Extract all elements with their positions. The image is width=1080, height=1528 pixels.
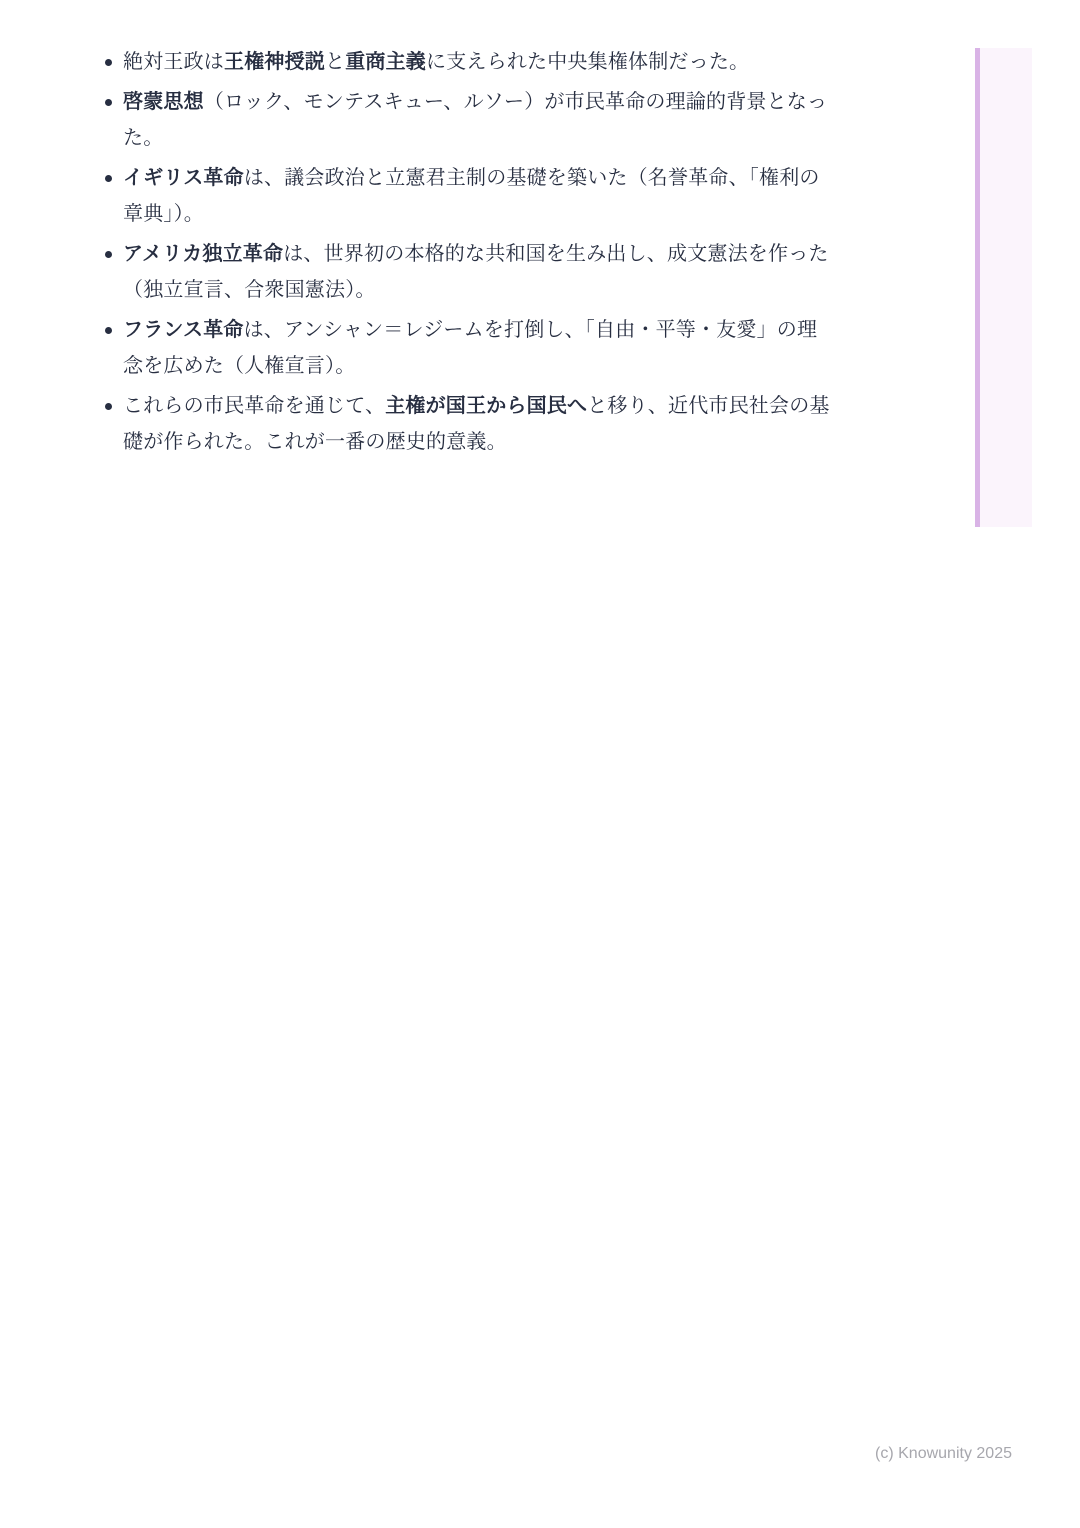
bullet-text-bold: 重商主義 (345, 51, 427, 73)
page-edge-highlight-bar (975, 48, 1032, 527)
bullet-text: と移り、近代市民社会の基礎が作られた。これが一番の歴史的意義。 (123, 394, 830, 453)
bullet-text-bold: フランス革命 (123, 318, 244, 341)
list-item (103, 160, 835, 233)
bullet-text: と (325, 51, 346, 73)
bullet-text: は、世界初の本格的な共和国を生み出し、成文憲法を作った（独立宣言、合衆国憲法）。 (123, 242, 829, 301)
bullet-dot (105, 175, 112, 182)
bullet-text-bold: イギリス革命 (123, 166, 244, 189)
list-item (103, 84, 835, 157)
copyright-notice: (c) Knowunity 2025 (875, 1445, 1012, 1462)
bullet-text-bold: 主権が国王から国民へ (385, 394, 588, 417)
bullet-text: 絶対王政は (123, 51, 224, 73)
bullet-text: に支えられた中央集権体制だった。 (426, 51, 750, 73)
bullet-dot (105, 327, 112, 334)
bullet-text-bold: アメリカ独立革命 (123, 242, 284, 265)
bullet-text: は、アンシャン＝レジームを打倒し、「自由・平等・友愛」の理念を広めた（人権宣言）。 (123, 318, 818, 377)
bullet-dot (105, 403, 112, 410)
bullet-list (103, 44, 835, 461)
bullet-dot (105, 59, 112, 66)
bullet-text-bold: 王権神授説 (224, 51, 325, 73)
bullet-text-bold: 啓蒙思想 (123, 90, 204, 113)
bullet-dot (105, 99, 112, 106)
bullet-text: は、議会政治と立憲君主制の基礎を築いた（名誉革命、「権利の章典」）。 (123, 166, 820, 225)
list-item (103, 312, 835, 385)
notes-content (103, 44, 835, 464)
list-item (103, 388, 835, 461)
bullet-text: これらの市民革命を通じて、 (123, 394, 386, 417)
bullet-dot (105, 251, 112, 258)
list-item (103, 236, 835, 309)
bullet-text: （ロック、モンテスキュー、ルソー）が市民革命の理論的背景となった。 (123, 90, 828, 149)
list-item (103, 44, 835, 81)
